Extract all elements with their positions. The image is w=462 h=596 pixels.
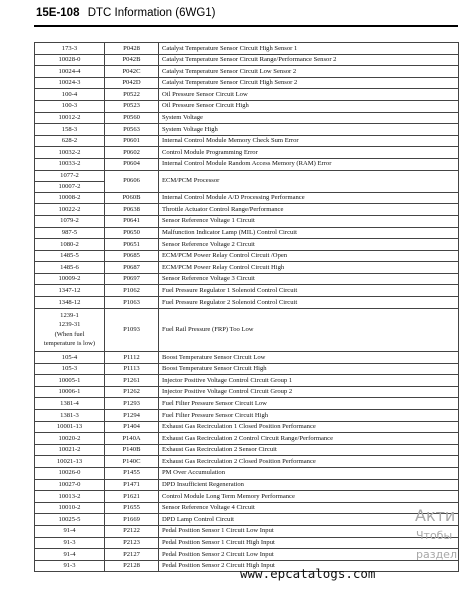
description-cell: Catalyst Temperature Sensor Circuit High Sensor 1 [159,43,459,55]
table-row [35,147,459,159]
dtc-code-cell: P140A [105,433,159,445]
table-row [35,273,459,285]
dtc-code-cell: P0523 [105,100,159,112]
description-cell: Control Module Programming Error [159,147,459,159]
table-row [35,537,459,549]
table-row [35,158,459,170]
table-row [35,124,459,136]
table-row [35,421,459,433]
dtc-code-cell: P0697 [105,273,159,285]
spn-fmi-cell: 100-3 [35,100,105,112]
dtc-code-cell: P1063 [105,297,159,309]
watermark-line-1: Акти [415,506,456,525]
description-cell: Fuel Rail Pressure (FRP) Too Low [159,308,459,351]
table-row [35,433,459,445]
description-cell: Boost Temperature Sensor Circuit High [159,363,459,375]
spn-fmi-cell: 10012-2 [35,112,105,124]
description-cell: Control Module Long Term Memory Performance [159,491,459,503]
table-row [35,502,459,514]
spn-fmi-cell: 10033-2 [35,158,105,170]
spn-fmi-cell: 1077-2 10007-2 [35,170,105,192]
dtc-code-cell: P0428 [105,43,159,55]
spn-fmi-cell: 173-3 [35,43,105,55]
description-cell: DPD Lamp Control Circuit [159,514,459,526]
table-row [35,66,459,78]
spn-fmi-cell: 100-4 [35,89,105,101]
spn-fmi-cell: 10021-2 [35,444,105,456]
spn-fmi-cell: 1485-6 [35,262,105,274]
spn-fmi-cell: 10009-2 [35,273,105,285]
table-row [35,491,459,503]
description-cell: Fuel Pressure Regulator 2 Solenoid Control Circuit [159,297,459,309]
dtc-table-body [35,43,459,572]
table-row [35,352,459,364]
dtc-code-cell: P042B [105,54,159,66]
spn-fmi-cell: 10006-1 [35,386,105,398]
spn-fmi-cell: 10026-0 [35,467,105,479]
description-cell: DPD Insufficient Regeneration [159,479,459,491]
table-row [35,192,459,204]
table-row [35,77,459,89]
spn-fmi-cell: 10025-5 [35,514,105,526]
spn-fmi-cell: 1348-12 [35,297,105,309]
table-row [35,375,459,387]
description-cell: Fuel Pressure Regulator 1 Solenoid Control Circuit [159,285,459,297]
description-cell: Throttle Actuator Control Range/Performance [159,204,459,216]
table-row [35,444,459,456]
description-cell: Exhaust Gas Recirculation 2 Control Circuit Range/Performance [159,433,459,445]
page-title: DTC Information (6WG1) [87,7,216,19]
table-row [35,204,459,216]
spn-fmi-cell: 10001-13 [35,421,105,433]
spn-fmi-cell: 1239-1 1239-31 (When fuel temperature is low) [35,308,105,351]
dtc-code-cell: P060B [105,192,159,204]
description-cell: System Voltage High [159,124,459,136]
spn-fmi-cell: 10032-2 [35,147,105,159]
table-row [35,514,459,526]
dtc-code-cell: P0606 [105,170,159,192]
spn-fmi-cell: 1079-2 [35,215,105,227]
table-row [35,297,459,309]
description-cell: Oil Pressure Sensor Circuit High [159,100,459,112]
dtc-code-cell: P1093 [105,308,159,351]
spn-fmi-cell: 10024-3 [35,77,105,89]
description-cell: Sensor Reference Voltage 1 Circuit [159,215,459,227]
dtc-code-cell: P2123 [105,537,159,549]
page-number: 15E-108 [36,7,80,19]
description-cell: Injector Positive Voltage Control Circuit Group 1 [159,375,459,387]
spn-fmi-cell: 91-3 [35,560,105,572]
spn-fmi-cell: 10027-0 [35,479,105,491]
table-row [35,89,459,101]
spn-fmi-cell: 105-3 [35,363,105,375]
spn-fmi-cell: 105-4 [35,352,105,364]
spn-fmi-cell: 10008-2 [35,192,105,204]
spn-fmi-cell: 91-3 [35,537,105,549]
table-row [35,43,459,55]
spn-fmi-cell: 10022-2 [35,204,105,216]
description-cell: ECM/PCM Power Relay Control Circuit /Open [159,250,459,262]
table-row [35,398,459,410]
description-cell: Injector Positive Voltage Control Circuit Group 2 [159,386,459,398]
description-cell: ECM/PCM Power Relay Control Circuit High [159,262,459,274]
table-row [35,135,459,147]
dtc-code-cell: P1669 [105,514,159,526]
description-cell: Internal Control Module Memory Check Sum Error [159,135,459,147]
spn-fmi-cell: 10021-13 [35,456,105,468]
dtc-code-cell: P0641 [105,215,159,227]
spn-fmi-cell: 1347-12 [35,285,105,297]
dtc-code-cell: P2122 [105,525,159,537]
description-cell: Malfunction Indicator Lamp (MIL) Control Circuit [159,227,459,239]
description-cell: ECM/PCM Processor [159,170,459,192]
dtc-code-cell: P1062 [105,285,159,297]
dtc-table [34,42,459,572]
description-cell: Pedal Position Sensor 1 Circuit Low Input [159,525,459,537]
dtc-code-cell: P0563 [105,124,159,136]
dtc-code-cell: P0604 [105,158,159,170]
description-cell: Pedal Position Sensor 2 Circuit Low Input [159,549,459,561]
table-row [35,410,459,422]
table-row [35,112,459,124]
description-cell: Exhaust Gas Recirculation 1 Closed Position Performance [159,421,459,433]
dtc-code-cell: P1293 [105,398,159,410]
spn-fmi-cell: 1381-3 [35,410,105,422]
description-cell: Sensor Reference Voltage 3 Circuit [159,273,459,285]
table-row [35,262,459,274]
table-row [35,250,459,262]
spn-fmi-cell: 1080-2 [35,239,105,251]
spn-fmi-cell: 10005-1 [35,375,105,387]
header-rule [34,25,458,27]
spn-fmi-cell: 10024-4 [35,66,105,78]
dtc-code-cell: P0651 [105,239,159,251]
dtc-code-cell: P1621 [105,491,159,503]
description-cell: Oil Pressure Sensor Circuit Low [159,89,459,101]
table-row [35,215,459,227]
table-row [35,456,459,468]
dtc-code-cell: P140C [105,456,159,468]
table-row [35,467,459,479]
description-cell: Catalyst Temperature Sensor Circuit High Sensor 2 [159,77,459,89]
dtc-code-cell: P0602 [105,147,159,159]
description-cell: Fuel Filter Pressure Sensor Circuit High [159,410,459,422]
dtc-code-cell: P2128 [105,560,159,572]
spn-fmi-cell: 158-3 [35,124,105,136]
description-cell: Pedal Position Sensor 1 Circuit High Input [159,537,459,549]
table-row [35,239,459,251]
dtc-code-cell: P1471 [105,479,159,491]
dtc-code-cell: P0685 [105,250,159,262]
dtc-code-cell: P1262 [105,386,159,398]
dtc-code-cell: P042D [105,77,159,89]
spn-fmi-cell: 91-4 [35,525,105,537]
dtc-code-cell: P2127 [105,549,159,561]
table-row [35,363,459,375]
footer-site-url[interactable]: www.epcatalogs.com [240,566,376,581]
dtc-code-cell: P1404 [105,421,159,433]
dtc-code-cell: P042C [105,66,159,78]
dtc-code-cell: P0522 [105,89,159,101]
description-cell: Pedal Position Sensor 2 Circuit High Input [159,560,459,572]
table-row [35,525,459,537]
dtc-code-cell: P0601 [105,135,159,147]
spn-fmi-cell: 91-4 [35,549,105,561]
description-cell: Exhaust Gas Recirculation 2 Sensor Circuit [159,444,459,456]
watermark-line-2: Чтобы [416,529,453,542]
table-row [35,285,459,297]
dtc-code-cell: P1455 [105,467,159,479]
description-cell: System Voltage [159,112,459,124]
description-cell: Exhaust Gas Recirculation 2 Closed Position Performance [159,456,459,468]
spn-fmi-cell: 1381-4 [35,398,105,410]
dtc-code-cell: P0638 [105,204,159,216]
table-row [35,170,459,192]
description-cell: Internal Control Module Random Access Memory (RAM) Error [159,158,459,170]
spn-fmi-cell: 1485-5 [35,250,105,262]
page-header [36,7,456,27]
description-cell: Boost Temperature Sensor Circuit Low [159,352,459,364]
dtc-code-cell: P1655 [105,502,159,514]
spn-fmi-cell: 10010-2 [35,502,105,514]
dtc-code-cell: P1294 [105,410,159,422]
description-cell: Sensor Reference Voltage 4 Circuit [159,502,459,514]
spn-fmi-cell: 10020-2 [35,433,105,445]
table-row [35,549,459,561]
table-row [35,308,459,351]
table-row [35,479,459,491]
table-row [35,54,459,66]
watermark-line-3: раздел [416,548,457,561]
description-cell: Catalyst Temperature Sensor Circuit Range/Performance Sensor 2 [159,54,459,66]
dtc-code-cell: P0560 [105,112,159,124]
description-cell: Sensor Reference Voltage 2 Circuit [159,239,459,251]
dtc-code-cell: P1112 [105,352,159,364]
description-cell: Internal Control Module A/D Processing Performance [159,192,459,204]
spn-fmi-cell: 987-5 [35,227,105,239]
table-row [35,386,459,398]
table-row [35,100,459,112]
dtc-code-cell: P1113 [105,363,159,375]
description-cell: Catalyst Temperature Sensor Circuit Low Sensor 2 [159,66,459,78]
table-row [35,227,459,239]
dtc-code-cell: P0650 [105,227,159,239]
description-cell: PM Over Accumulation [159,467,459,479]
spn-fmi-cell: 628-2 [35,135,105,147]
description-cell: Fuel Filter Pressure Sensor Circuit Low [159,398,459,410]
dtc-code-cell: P140B [105,444,159,456]
dtc-code-cell: P1261 [105,375,159,387]
spn-fmi-cell: 10013-2 [35,491,105,503]
spn-fmi-cell: 10028-0 [35,54,105,66]
dtc-code-cell: P0687 [105,262,159,274]
